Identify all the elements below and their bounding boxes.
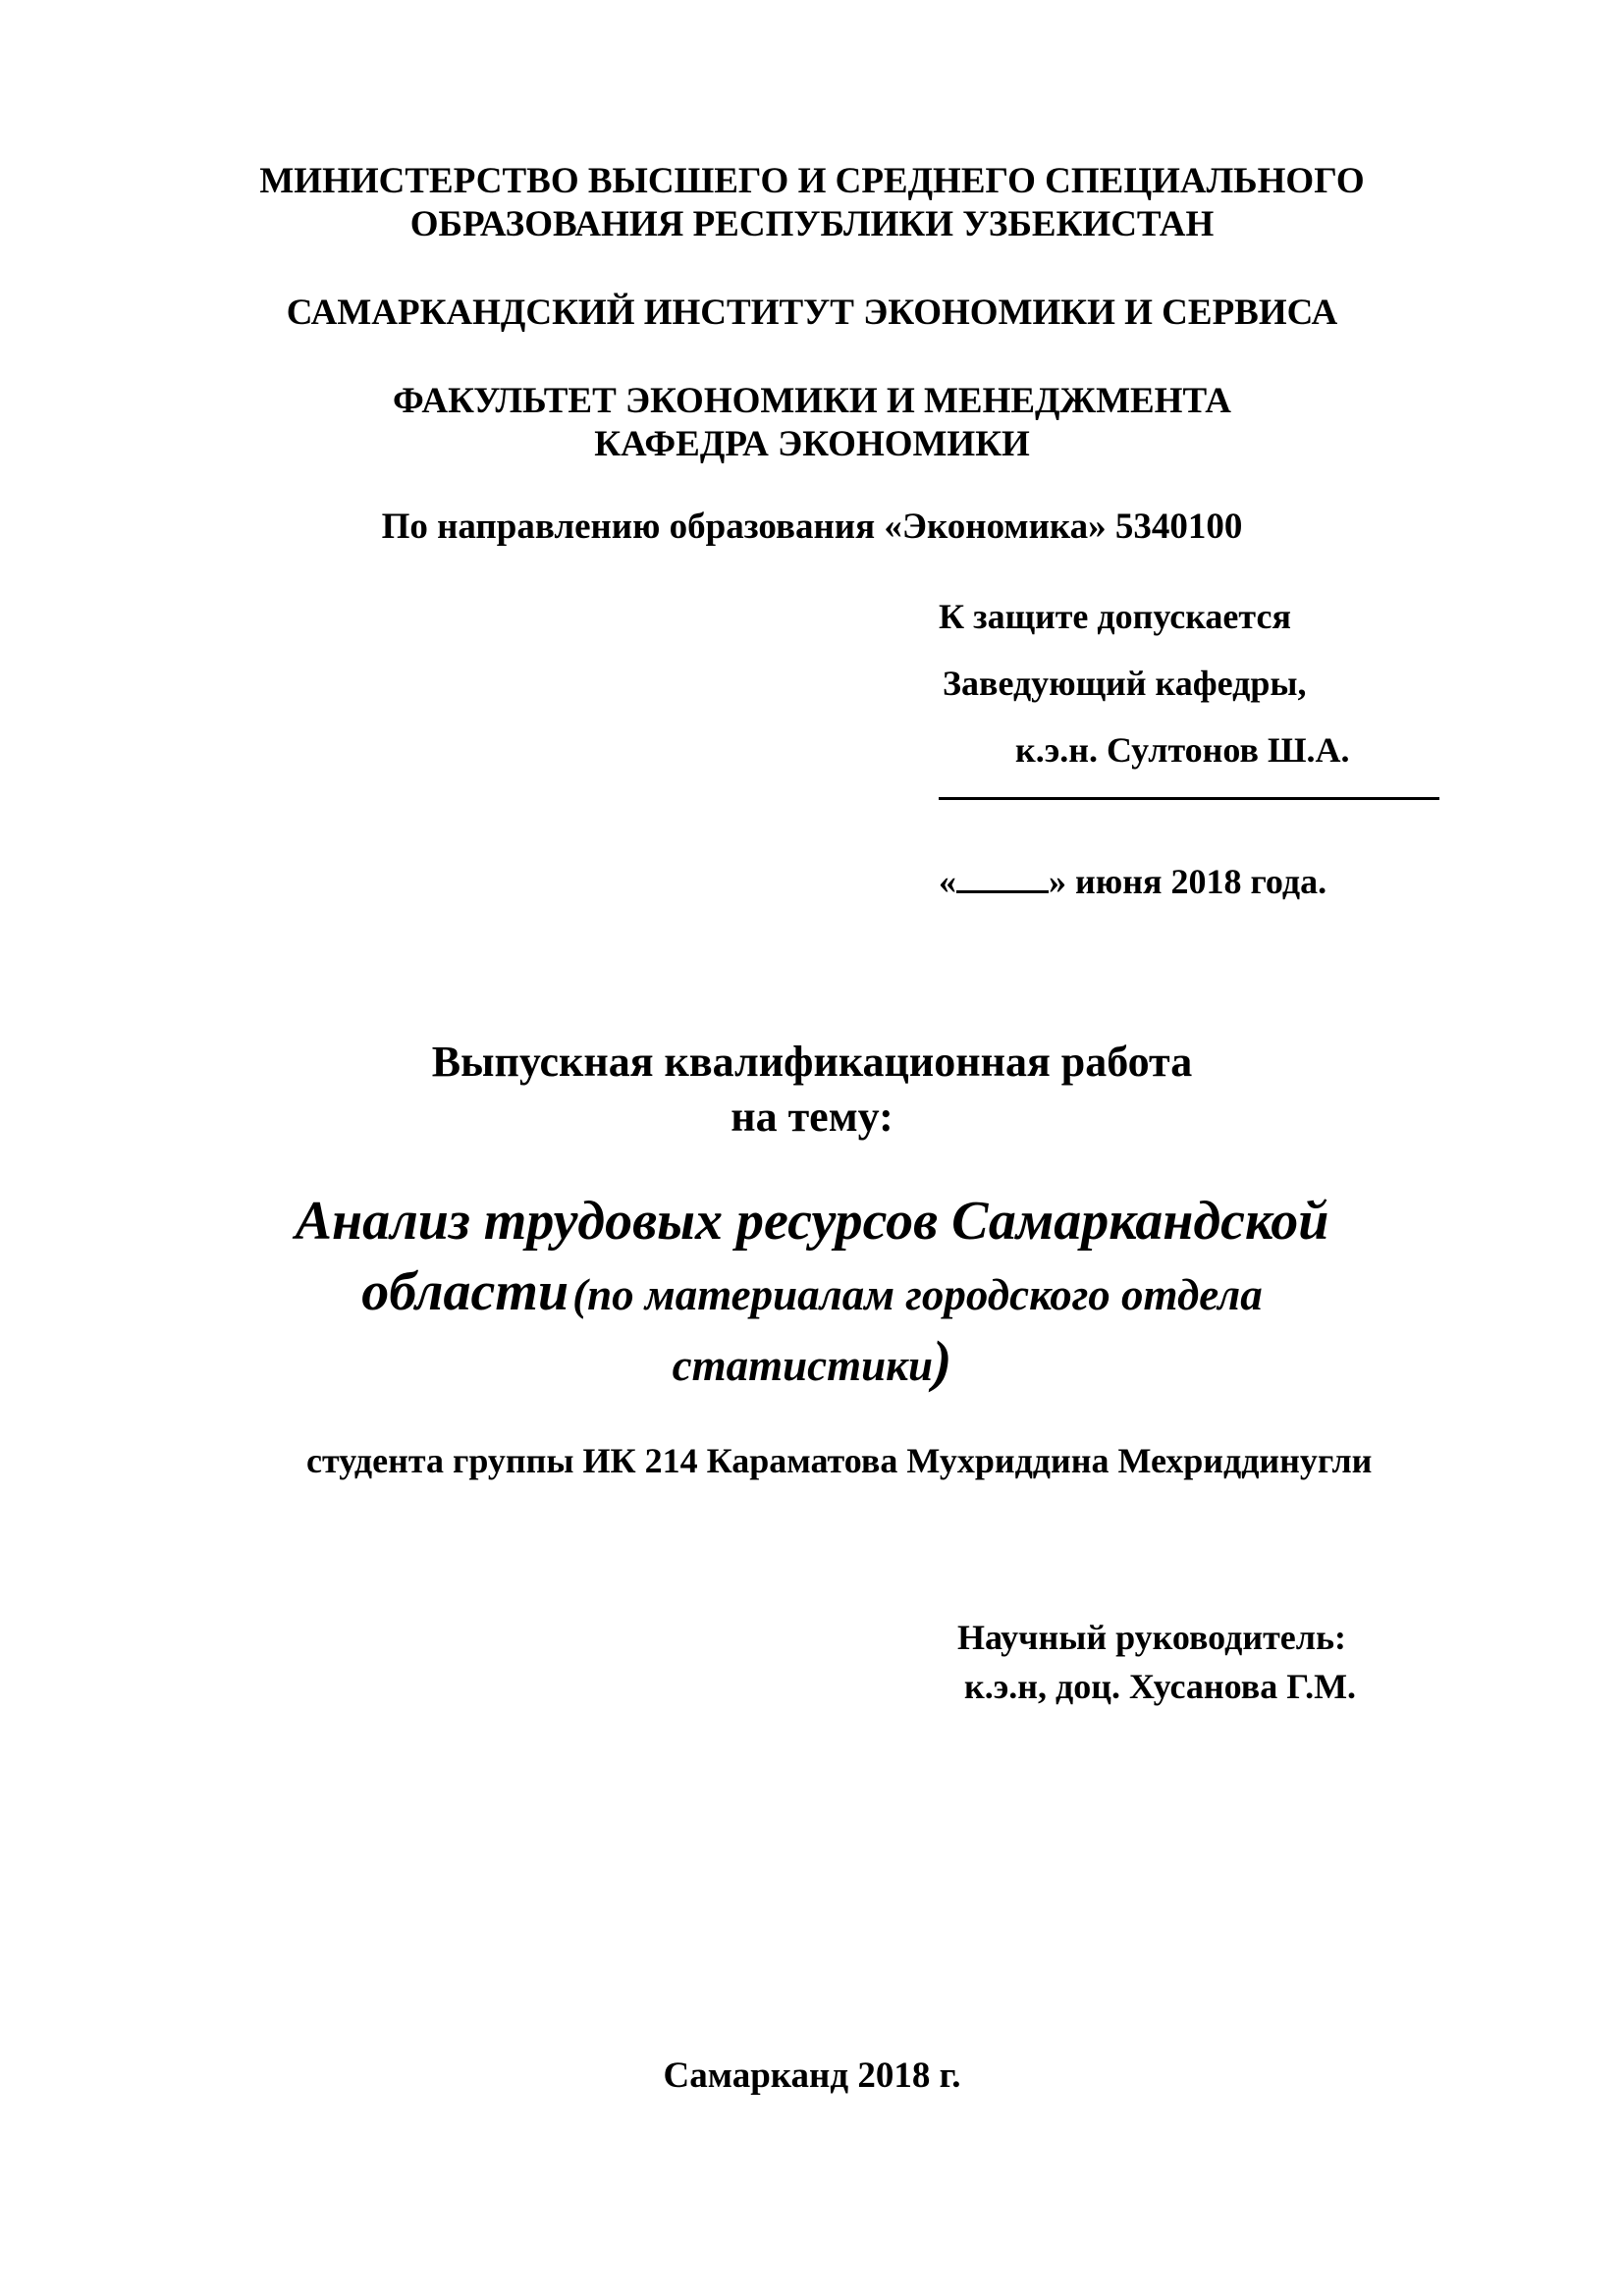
topic-line-3-close: ) [933, 1329, 952, 1393]
institute-name: САМАРКАНДСКИЙ ИНСТИТУТ ЭКОНОМИКИ И СЕРВИСА [286, 293, 1338, 333]
department-name: КАФЕДРА ЭКОНОМИКИ [594, 424, 1030, 464]
topic-line-3 [0, 1329, 1624, 1393]
ministry-line-2: ОБРАЗОВАНИЯ РЕСПУБЛИКИ УЗБЕКИСТАН [409, 204, 1215, 244]
topic-line-2-rest: (по материалам городского отдела [572, 1270, 1263, 1319]
head-of-department-name: к.э.н. Султонов Ш.А. [1015, 730, 1350, 770]
head-of-department-title: Заведующий кафедры, [943, 664, 1307, 703]
date-quote-open: « [939, 862, 956, 901]
work-type-line-1: Выпускная квалификационная работа [431, 1038, 1193, 1086]
approval-date [939, 864, 1326, 899]
city-year: Самарканд 2018 г. [663, 2056, 961, 2096]
student-line: студента группы ИК 214 Караматова Мухриддина Мехриддинугли [306, 1441, 1373, 1480]
topic-line-2-main: области [361, 1261, 569, 1322]
date-month-year: » июня 2018 года. [1049, 862, 1327, 901]
supervisor-name: к.э.н, доц. Хусанова Г.М. [964, 1667, 1357, 1706]
work-type-line-2: на тему: [731, 1093, 893, 1141]
topic-line-1: Анализ трудовых ресурсов Самаркандской [295, 1191, 1329, 1252]
date-day-blank [956, 865, 1049, 893]
education-direction: По направлению образования «Экономика» 5340100 [381, 507, 1243, 547]
topic-line-3-main: статистики [672, 1341, 933, 1390]
admission-text: К защите допускается [939, 597, 1291, 636]
signature-line [939, 797, 1439, 800]
supervisor-label: Научный руководитель: [957, 1618, 1346, 1657]
faculty-name: ФАКУЛЬТЕТ ЭКОНОМИКИ И МЕНЕДЖМЕНТА [392, 381, 1232, 421]
topic-line-2 [0, 1261, 1624, 1322]
ministry-line-1: МИНИСТЕРСТВО ВЫСШЕГО И СРЕДНЕГО СПЕЦИАЛЬНОГО [259, 161, 1365, 201]
